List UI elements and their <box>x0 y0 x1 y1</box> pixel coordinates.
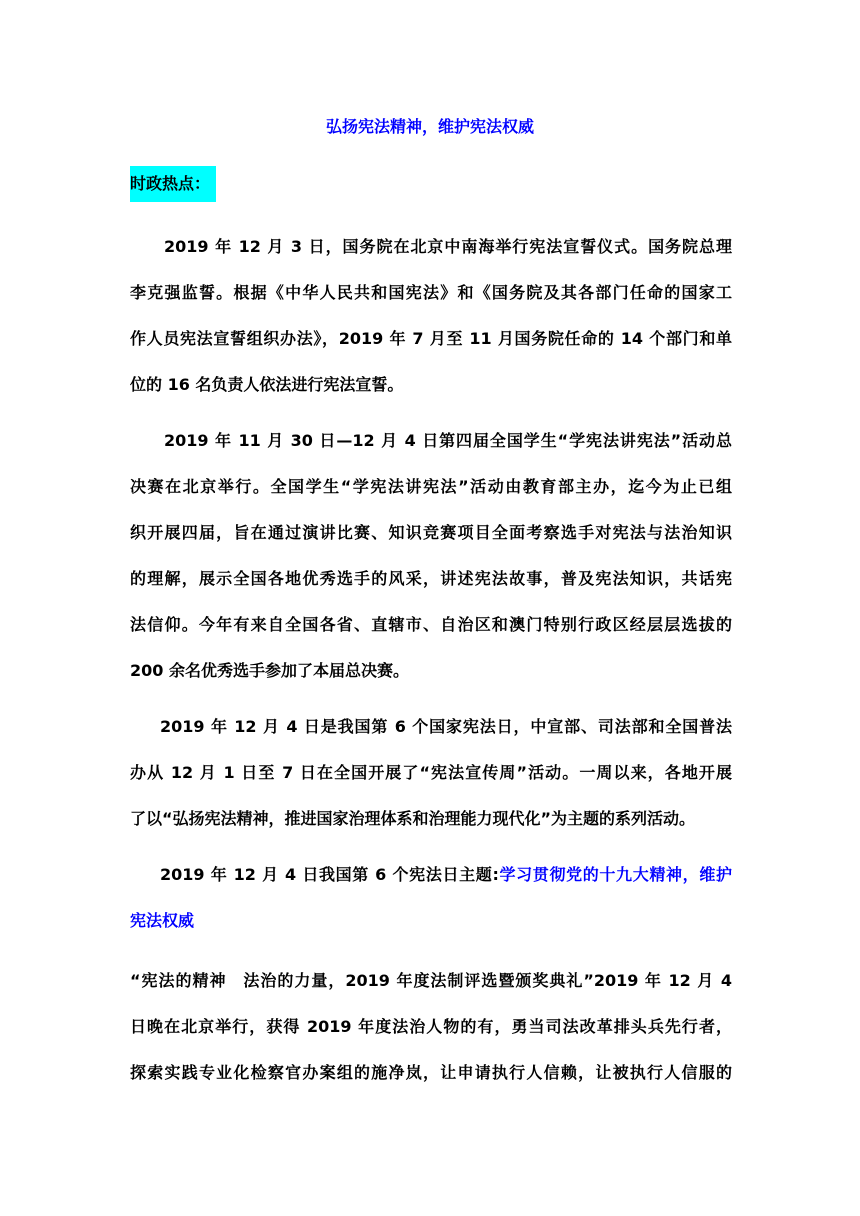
text-line: 办从 12 月 1 日至 7 日在全国开展了“宪法宣传周”活动。一周以来，各地开展 <box>130 763 732 782</box>
text-line: 2019 年 12 月 3 日，国务院在北京中南海举行宪法宣誓仪式。国务院总理 <box>164 237 732 256</box>
text-line: 法信仰。今年有来自全国各省、直辖市、自治区和澳门特别行政区经层层选拔的 <box>130 615 732 634</box>
document-title: 弘扬宪法精神，维护宪法权威 <box>325 117 534 136</box>
text-line: 探索实践专业化检察官办案组的施净岚，让申请执行人信赖，让被执行人信服的 <box>130 1063 732 1082</box>
theme-text: 学习贯彻党的十九大精神，维护 <box>498 865 732 884</box>
text-line: 作人员宪法宣誓组织办法》，2019 年 7 月至 11 月国务院任命的 14 个部门和单 <box>130 329 732 348</box>
text-line: 200 余名优秀选手参加了本届总决赛。 <box>130 661 409 680</box>
paragraph-student-contest <box>130 418 732 694</box>
section-label-highlighted: 时政热点： <box>130 166 216 202</box>
text-line: 决赛在北京举行。全国学生“学宪法讲宪法”活动由教育部主办，迄今为止已组 <box>130 477 732 496</box>
text-line: “宪法的精神 法治的力量，2019 年度法制评选暨颁奖典礼”2019 年 12 月 4 <box>130 971 732 990</box>
text-line <box>130 852 732 898</box>
text-line: 的理解，展示全国各地优秀选手的风采，讲述宪法故事，普及宪法知识，共话宪 <box>130 569 732 588</box>
theme-text: 宪法权威 <box>130 911 195 930</box>
paragraph-swearing-ceremony <box>130 224 732 408</box>
text-line: 日晚在北京举行，获得 2019 年度法治人物的有，勇当司法改革排头兵先行者， <box>130 1017 732 1036</box>
text-line: 李克强监誓。根据《中华人民共和国宪法》和《国务院及其各部门任命的国家工 <box>130 283 732 302</box>
text-line: 2019 年 12 月 4 日是我国第 6 个国家宪法日，中宣部、司法部和全国普法 <box>160 717 732 736</box>
paragraph-constitution-day-theme <box>130 852 732 944</box>
theme-prefix: 2019 年 12 月 4 日我国第 6 个宪法日主题: <box>160 865 499 884</box>
paragraph-constitution-day <box>130 704 732 842</box>
text-line: 了以“弘扬宪法精神，推进国家治理体系和治理能力现代化”为主题的系列活动。 <box>130 809 696 828</box>
paragraph-legal-awards <box>130 958 732 1096</box>
text-line: 织开展四届，旨在通过演讲比赛、知识竞赛项目全面考察选手对宪法与法治知识 <box>130 523 732 542</box>
text-line: 2019 年 11 月 30 日—12 月 4 日第四届全国学生“学宪法讲宪法”活动总 <box>164 431 732 450</box>
text-line: 位的 16 名负责人依法进行宪法宣誓。 <box>130 375 404 394</box>
